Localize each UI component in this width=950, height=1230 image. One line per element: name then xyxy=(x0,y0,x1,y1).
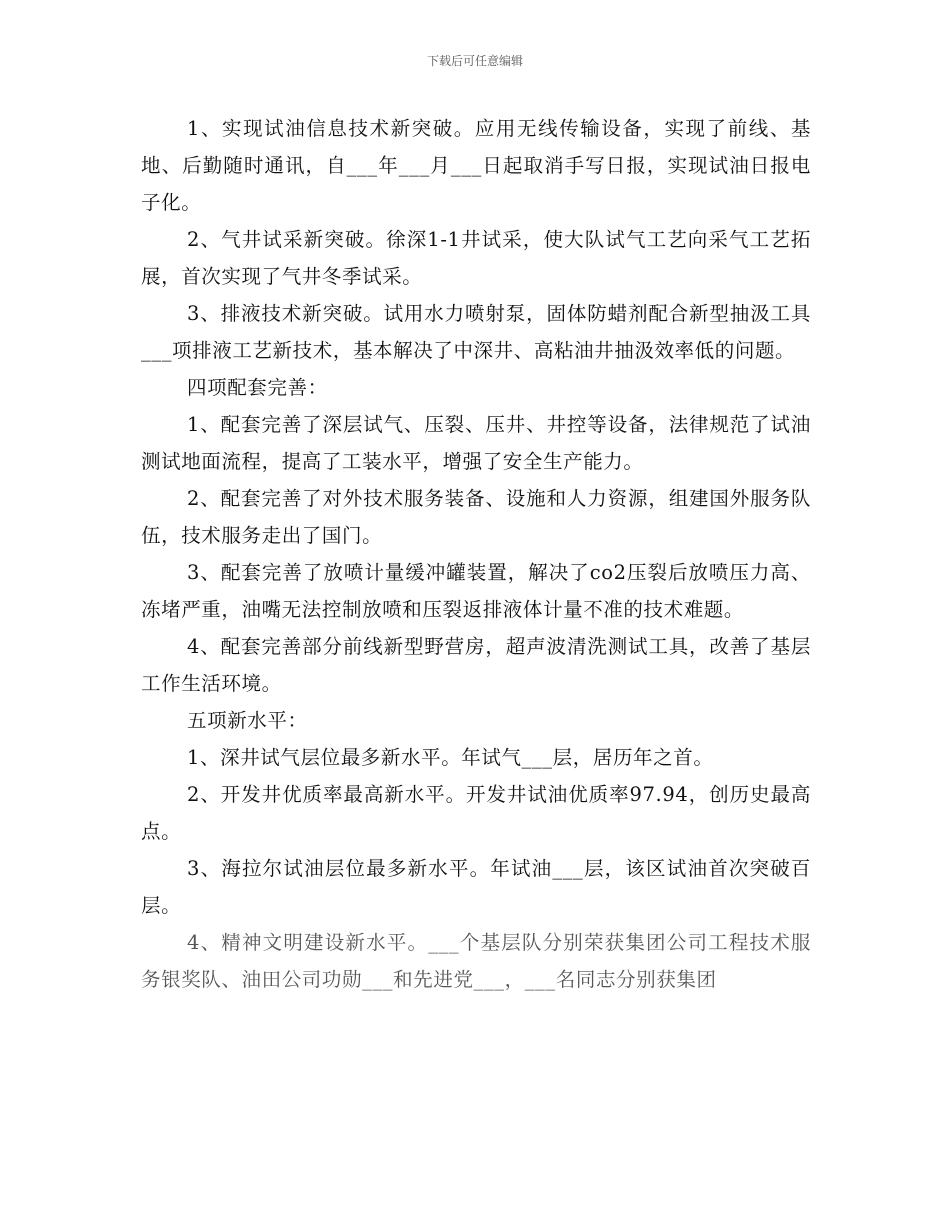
paragraph-10: 1、深井试气层位最多新水平。年试气___层，居历年之首。 xyxy=(187,746,714,769)
page-header: 下载后可任意编辑 xyxy=(426,54,523,68)
paragraph-1: 1、实现试油信息技术新突破。应用无线传输设备，实现了前线、基地、后勤随时通讯，自___年___月___日起取消手写日报，实现试油日报电子化。 xyxy=(141,117,811,214)
document-body xyxy=(141,110,811,998)
paragraph-11: 2、开发井优质率最高新水平。开发井试油优质率97.94，创历史最高点。 xyxy=(141,783,811,843)
paragraph-7: 3、配套完善了放喷计量缓冲罐装置，解决了co2压裂后放喷压力高、冻堵严重，油嘴无法控制放喷和压裂返排液体计量不准的技术难题。 xyxy=(141,561,811,621)
paragraph-12: 3、海拉尔试油层位最多新水平。年试油___层，该区试油首次突破百层。 xyxy=(141,857,811,917)
paragraph-5: 1、配套完善了深层试气、压裂、压井、井控等设备，法律规范了试油测试地面流程，提高了工装水平，增强了安全生产能力。 xyxy=(141,413,811,473)
section-heading-four: 四项配套完善： xyxy=(187,376,328,399)
paragraph-6: 2、配套完善了对外技术服务装备、设施和人力资源，组建国外服务队伍，技术服务走出了国门。 xyxy=(141,487,811,547)
paragraph-13: 4、精神文明建设新水平。___个基层队分别荣获集团公司工程技术服务银奖队、油田公司功勋___和先进党___，___名同志分别获集团 xyxy=(141,931,811,991)
paragraph-3: 3、排液技术新突破。试用水力喷射泵，固体防蜡剂配合新型抽汲工具___项排液工艺新技术，基本解决了中深井、高粘油井抽汲效率低的问题。 xyxy=(141,302,811,362)
paragraph-8: 4、配套完善部分前线新型野营房，超声波清洗测试工具，改善了基层工作生活环境。 xyxy=(141,635,811,695)
paragraph-2: 2、气井试采新突破。徐深1-1井试采，使大队试气工艺向采气工艺拓展，首次实现了气井冬季试采。 xyxy=(141,228,811,288)
section-heading-five: 五项新水平： xyxy=(187,709,308,732)
